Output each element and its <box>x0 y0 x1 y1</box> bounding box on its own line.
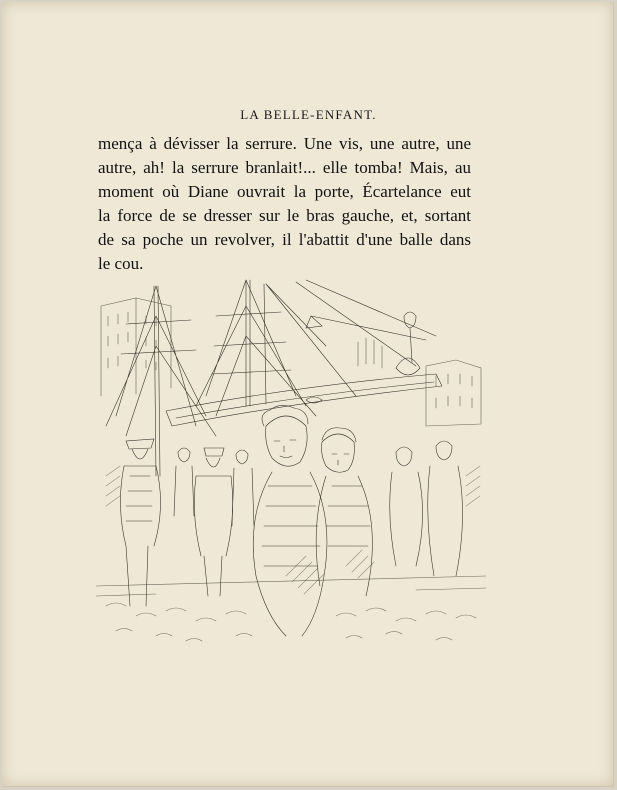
text-line: autre, ah! la serrure branlait!... elle tomba! Mais, au <box>98 158 471 177</box>
ship-hull <box>166 312 442 426</box>
cobblestones <box>96 576 486 641</box>
body-paragraph <box>98 132 471 276</box>
running-head: LA BELLE-ENFANT. <box>240 107 377 122</box>
etching-illustration <box>96 276 486 660</box>
hatching <box>106 466 480 594</box>
text-line: la force de se dresser sur le bras gauche, et, sortant <box>98 206 471 225</box>
text-line: mença à dévisser la serrure. Une vis, une autre, une <box>98 134 471 153</box>
crowd-figures <box>120 405 462 636</box>
ship-masts <box>106 280 436 476</box>
text-line: moment où Diane ouvrait la porte, Écartelance eut <box>98 182 471 201</box>
text-line: le cou. <box>98 254 144 273</box>
text-line: de sa poche un revolver, il l'abattit d'une balle dans <box>98 230 471 249</box>
